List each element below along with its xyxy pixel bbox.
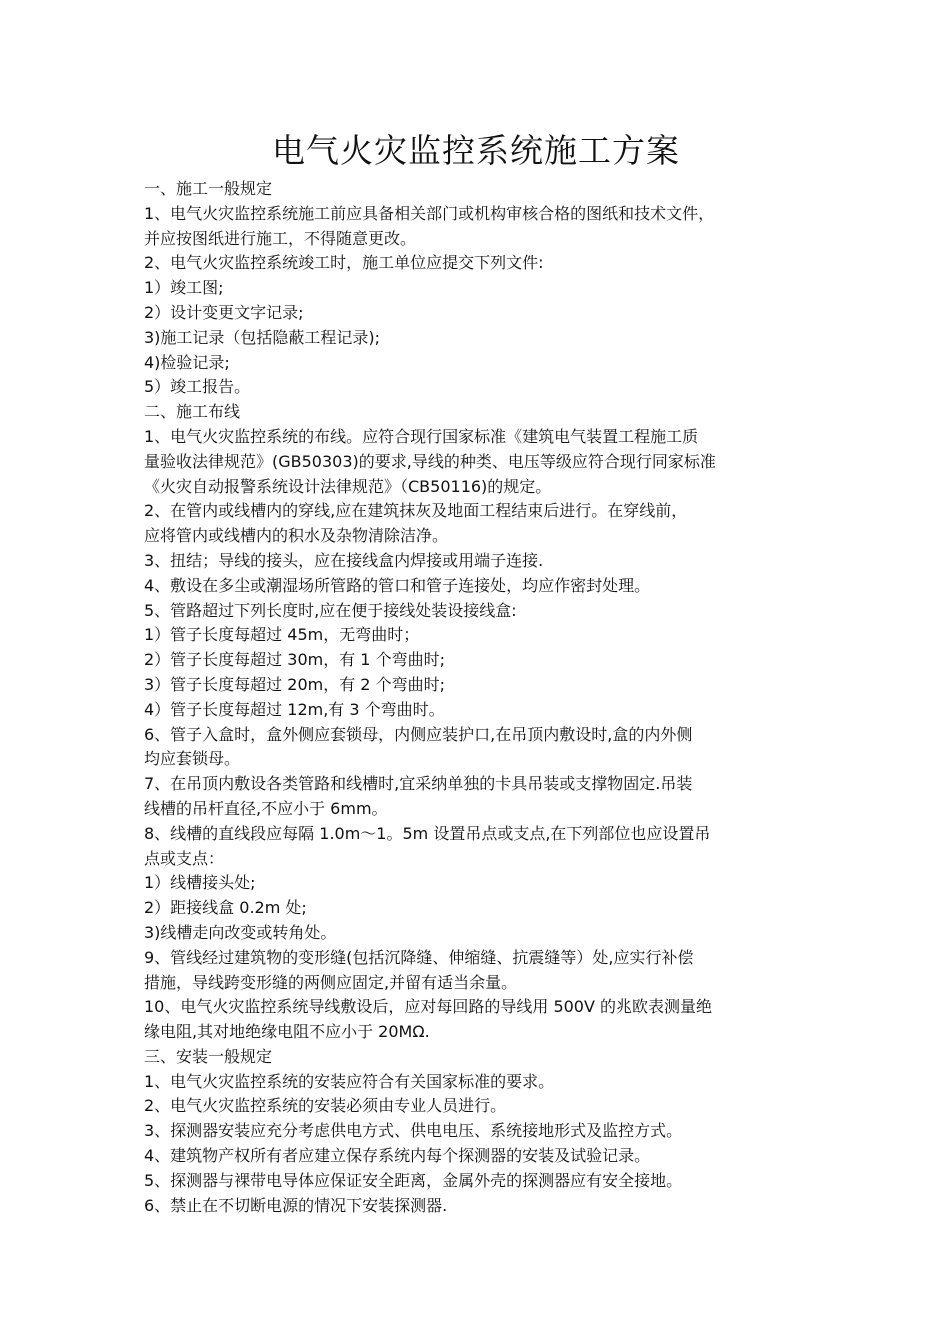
text-line: 10、电气火灾监控系统导线敷设后，应对每回路的导线用 500V 的兆欧表测量绝: [144, 997, 713, 1017]
text-line: 《火灾自动报警系统设计法律规范》（CB50116)的规定。: [144, 476, 552, 496]
text-line: 3)线槽走向改变或转角处。: [144, 922, 337, 942]
text-line: 线槽的吊杆直径,不应小于 6mm。: [144, 798, 388, 818]
text-line: 9、管线经过建筑物的变形缝(包括沉降缝、伸缩缝、抗震缝等）处,应实行补偿: [144, 947, 694, 967]
text-line: 3、扭结；导线的接头，应在接线盒内焊接或用端子连接.: [144, 550, 544, 570]
text-line: 3)施工记录（包括隐蔽工程记录);: [144, 327, 381, 347]
text-line: 4、建筑物产权所有者应建立保存系统内每个探测器的安装及试验记录。: [144, 1146, 651, 1166]
text-line: 5）竣工报告。: [144, 377, 251, 397]
text-line: 6、管子入盒时，盒外侧应套锁母，内侧应装护口,在吊顶内敷设时,盒的内外侧: [144, 724, 693, 744]
text-line: 3）管子长度每超过 20m，有 2 个弯曲时;: [144, 674, 445, 694]
text-line: 1、电气火灾监控系统的安装应符合有关国家标准的要求。: [144, 1071, 555, 1091]
text-line: 5、探测器与裸带电导体应保证安全距离，金属外壳的探测器应有安全接地。: [144, 1170, 683, 1190]
document-text: [144, 177, 808, 1218]
text-line: 3、探测器安装应充分考虑供电方式、供电电压、系统接地形式及监控方式。: [144, 1121, 683, 1141]
text-line: 2）管子长度每超过 30m，有 1 个弯曲时;: [144, 650, 445, 670]
text-line: 2、电气火灾监控系统竣工时，施工单位应提交下列文件:: [144, 253, 544, 273]
section-heading: 三、安装一般规定: [144, 1046, 273, 1066]
text-line: 1）管子长度每超过 45m，无弯曲时；: [144, 625, 420, 645]
text-line: 2、在管内或线槽内的穿线,应在建筑抹灰及地面工程结束后进行。在穿线前，: [144, 501, 688, 521]
text-line: 1、电气火灾监控系统施工前应具备相关部门或机构审核合格的图纸和技术文件，: [144, 203, 715, 223]
text-line: 4)检验记录;: [144, 352, 230, 372]
text-line: 2）距接线盒 0.2m 处;: [144, 898, 307, 918]
text-line: 6、禁止在不切断电源的情况下安装探测器.: [144, 1195, 448, 1215]
text-line: 5、管路超过下列长度时,应在便于接线处装设接线盒:: [144, 600, 517, 620]
section-heading: 二、施工布线: [144, 402, 241, 422]
text-line: 2）设计变更文字记录;: [144, 302, 304, 322]
document-body: [144, 128, 808, 1218]
text-line: 点或支点：: [144, 848, 225, 868]
text-line: 均应套锁母。: [144, 749, 241, 769]
text-line: 7、在吊顶内敷设各类管路和线槽时,宜采纳单独的卡具吊装或支撑物固定.吊装: [144, 774, 693, 794]
text-line: 措施，导线跨变形缝的两侧应固定,并留有适当余量。: [144, 972, 518, 992]
text-line: 应将管内或线槽内的积水及杂物清除洁净。: [144, 526, 449, 546]
text-line: 1、电气火灾监控系统的布线。应符合现行国家标准《建筑电气装置工程施工质: [144, 426, 699, 446]
text-line: 2、电气火灾监控系统的安装必须由专业人员进行。: [144, 1096, 507, 1116]
text-line: 1）竣工图;: [144, 278, 224, 298]
text-line: 4、敷设在多尘或潮湿场所管路的管口和管子连接处，均应作密封处理。: [144, 575, 651, 595]
text-line: 缘电阻,其对地绝缘电阻不应小于 20MΩ.: [144, 1022, 430, 1042]
text-line: 4）管子长度每超过 12m,有 3 个弯曲时。: [144, 699, 445, 719]
document-title: 电气火灾监控系统施工方案: [272, 131, 680, 170]
section-heading: 一、施工一般规定: [144, 179, 273, 198]
text-line: 8、线槽的直线段应每隔 1.0m～1。5m 设置吊点或支点,在下列部位也应设置吊: [144, 823, 711, 843]
text-line: 量验收法律规范》(GB50303)的要求,导线的种类、电压等级应符合现行同家标准: [144, 451, 716, 471]
text-line: 1）线槽接头处;: [144, 873, 256, 893]
text-line: 并应按图纸进行施工，不得随意更改。: [144, 228, 417, 248]
